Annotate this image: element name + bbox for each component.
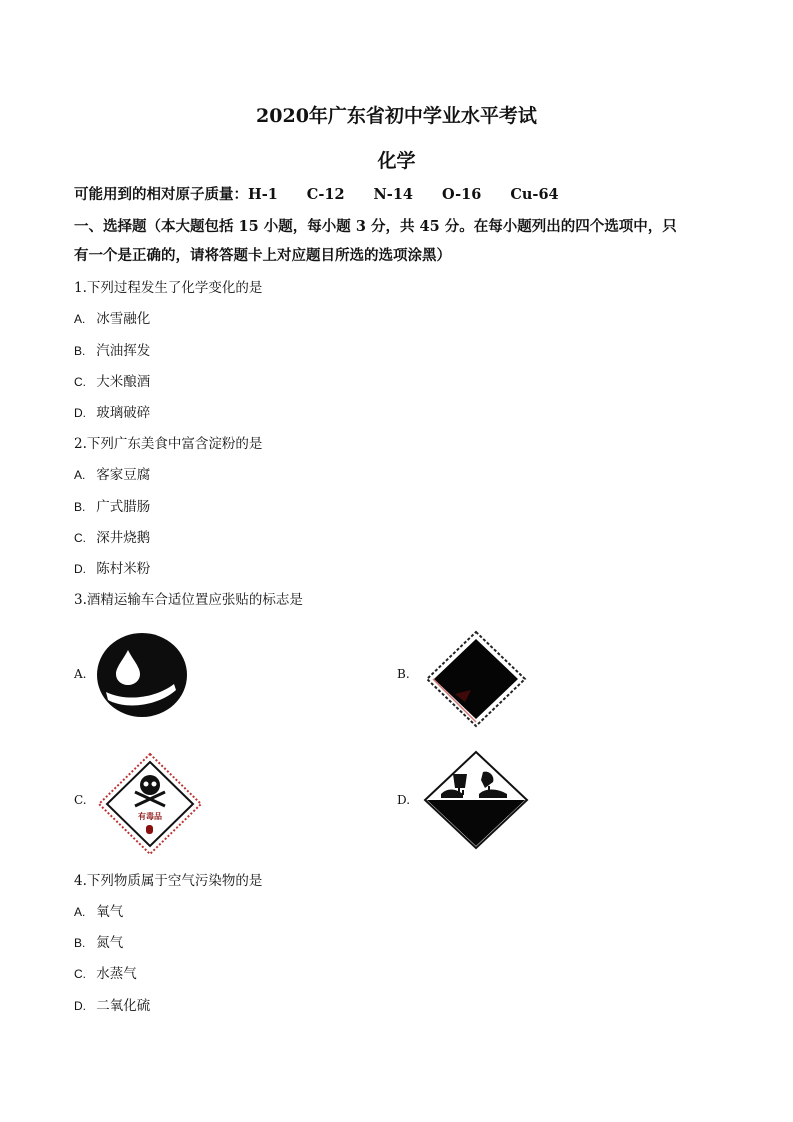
question-1-option-b: [74, 339, 150, 359]
black-diamond-sign-icon: [425, 630, 527, 728]
question-1-option-a: [74, 307, 150, 327]
option-text: 氮气: [96, 935, 124, 951]
question-4-option-d: [74, 994, 150, 1014]
option-letter: D.: [74, 562, 86, 576]
question-3-option-c-letter: C.: [74, 793, 87, 807]
option-letter: C.: [74, 531, 86, 545]
subject-title: 化学: [377, 150, 416, 172]
section-heading-line1: 一、选择题（本大题包括 15 小题，每小题 3 分，共 45 分。在每小题列出的四个选项中，只: [74, 218, 677, 235]
question-4-option-a: [74, 900, 123, 920]
question-3-option-b-letter: B.: [397, 667, 410, 681]
option-text: 水蒸气: [96, 966, 137, 982]
option-letter: A.: [74, 468, 86, 482]
toxic-skull-sign-icon: [97, 752, 203, 856]
option-letter: B.: [74, 344, 86, 358]
option-letter: A.: [74, 905, 86, 919]
question-3-option-a-letter: A.: [74, 667, 87, 681]
question-1-option-c: [74, 370, 150, 390]
question-2-option-a: [74, 463, 150, 483]
option-letter: A.: [74, 312, 86, 326]
question-2-option-b: [74, 495, 150, 515]
option-text: 客家豆腐: [96, 467, 151, 483]
corrosive-sign-icon: [423, 750, 529, 850]
question-4-option-c: [74, 962, 137, 982]
option-text: 陈村米粉: [96, 561, 151, 577]
question-2-stem: 2.下列广东美食中富含淀粉的是: [74, 436, 263, 452]
question-4-option-b: [74, 931, 123, 951]
toxic-sign-label: 有毒品: [138, 812, 162, 821]
section-heading-line2: 有一个是正确的，请将答题卡上对应题目所选的选项涂黑）: [74, 247, 451, 264]
option-text: 玻璃破碎: [96, 405, 151, 421]
atomic-masses: 可能用到的相对原子质量：H-1 C-12 N-14 O-16 Cu-64: [74, 186, 559, 203]
option-letter: C.: [74, 967, 86, 981]
question-4-stem: 4.下列物质属于空气污染物的是: [74, 873, 263, 889]
option-text: 深井烧鹅: [96, 530, 151, 546]
option-text: 二氧化硫: [96, 998, 151, 1014]
option-text: 广式腊肠: [96, 499, 151, 515]
option-text: 氧气: [96, 904, 124, 920]
option-letter: B.: [74, 500, 86, 514]
question-2-option-d: [74, 557, 150, 577]
option-letter: D.: [74, 406, 86, 420]
question-3-stem: 3.酒精运输车合适位置应张贴的标志是: [74, 592, 303, 608]
question-1-option-d: [74, 401, 150, 421]
question-2-option-c: [74, 526, 150, 546]
exam-title: 2020年广东省初中学业水平考试: [256, 105, 537, 127]
water-drop-sign-icon: [96, 632, 188, 718]
option-letter: B.: [74, 936, 86, 950]
option-text: 大米酿酒: [96, 374, 151, 390]
option-text: 汽油挥发: [96, 343, 151, 359]
question-3-option-d-letter: D.: [397, 793, 411, 807]
question-1-stem: 1.下列过程发生了化学变化的是: [74, 280, 263, 296]
option-letter: C.: [74, 375, 86, 389]
option-letter: D.: [74, 999, 86, 1013]
option-text: 冰雪融化: [96, 311, 151, 327]
